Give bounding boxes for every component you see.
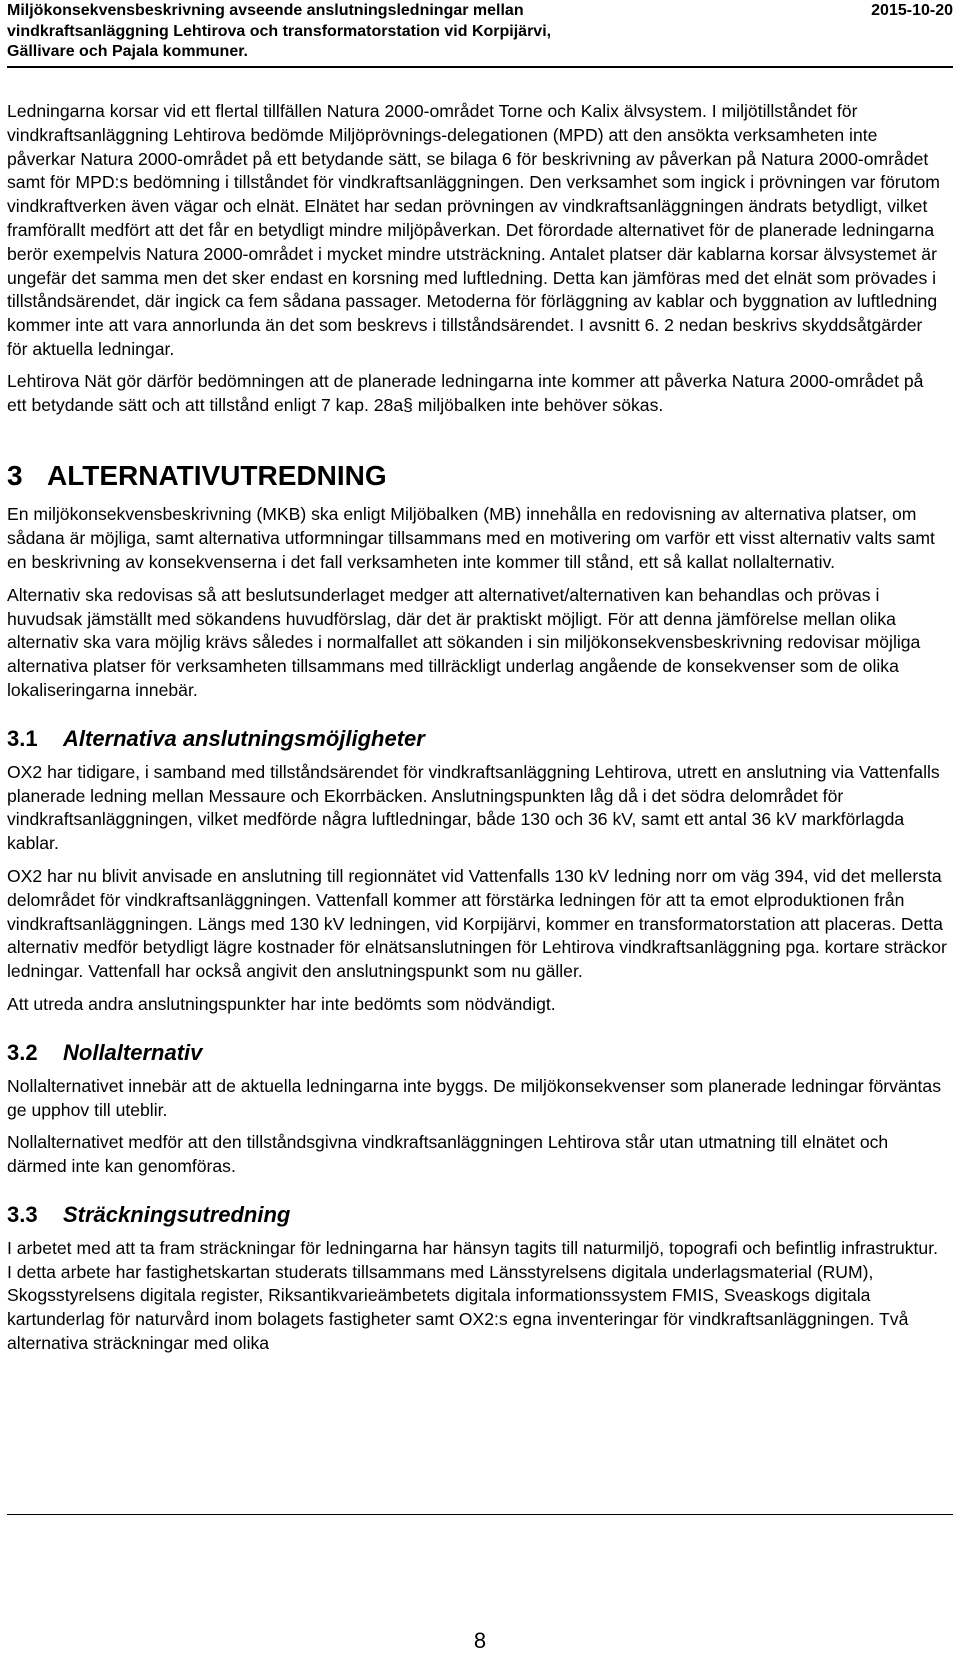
body-paragraph: OX2 har nu blivit anvisade en anslutning till regionnätet vid Vattenfalls 130 kV ledning norr om väg 394, vid det mellersta delområdet för vindkraftsanläggningen. Vattenfall kommer att förstärka ledningen för att ta emot elproduktionen från vindkraftsanläggningen. Längs med 130 kV ledningen, vid Korpijärvi, kommer en transformatorstation att placeras. Detta alternativ medför betydligt lägre kostnader för elnätsanslutningen för Lehtirova vindkraftsanläggning pga. kortare sträckor ledningar. Vattenfall har också angivit den anslutningspunkt som nu gäller.: [7, 865, 947, 982]
section-title: Sträckningsutredning: [63, 1201, 291, 1227]
body-paragraph: Nollalternativet innebär att de aktuella ledningarna inte byggs. De miljökonsekvenser som planerade ledningar förväntas ge upphov till uteblir.: [7, 1075, 941, 1120]
section-title: Nollalternativ: [63, 1039, 203, 1065]
header-title-line: Gällivare och Pajala kommuner.: [7, 43, 248, 60]
body-paragraph: Alternativ ska redovisas så att beslutsunderlaget medger att alternativet/alternativen kan behandlas och prövas i huvudsak jämställt med sökandens huvudförslag, där det är praktiskt möjligt. För att denna jämförelse mellan olika alternativ ska vara möjlig krävs således i normalfallet att sökanden i sin miljökonsekvensbeskrivning redovisar möjliga alternativa platser för verksamheten tillsammans med tillräckligt underlag angående de konsekvenser som de olika lokaliseringarna innebär.: [7, 584, 921, 700]
document-body: [7, 100, 947, 1356]
header-divider: [7, 66, 953, 68]
body-paragraph: Att utreda andra anslutningspunkter har inte bedömts som nödvändigt.: [7, 993, 556, 1014]
section-heading-3-3: [7, 1201, 947, 1229]
section-number: 3.3: [7, 1201, 38, 1227]
footer-divider: [7, 1514, 953, 1515]
section-heading-3: [7, 459, 947, 493]
page-number: 8: [473, 1628, 487, 1653]
section-number: 3.2: [7, 1039, 38, 1065]
section-title: ALTERNATIVUTREDNING: [47, 460, 387, 492]
page-header: [7, 0, 953, 64]
body-paragraph: Nollalternativet medför att den tillståndsgivna vindkraftsanläggningen Lehtirova står utan utmatning till elnätet och därmed inte kan genomföras.: [7, 1132, 889, 1177]
body-paragraph: I arbetet med att ta fram sträckningar för ledningarna har hänsyn tagits till naturmiljö, topografi och befintlig infrastruktur. I detta arbete har fastighetskartan studerats tillsammans med Länsstyrelsens digitala underlagsmaterial (RUM), Skogsstyrelsens digitala register, Riksantikvarieämbetets digitala informationssystem FMIS, Sveaskogs digitala kartunderlag för naturvård inom bolagets fastigheter samt OX2:s egna inventeringar för vindkraftsanläggningen. Två alternativa sträckningar med olika: [7, 1237, 938, 1354]
header-title-line: vindkraftsanläggning Lehtirova och transformatorstation vid Korpijärvi,: [7, 22, 552, 40]
header-date: 2015-10-20: [871, 2, 953, 19]
header-title-line: Miljökonsekvensbeskrivning avseende anslutningsledningar mellan: [7, 2, 524, 19]
section-number: 3.1: [7, 725, 38, 751]
body-paragraph: Ledningarna korsar vid ett flertal tillfällen Natura 2000-området Torne och Kalix älvsystem. I miljötillståndet för vindkraftsanläggning Lehtirova bedömde Miljöprövnings-delegationen (MPD) att den ansökta verksamheten inte påverkar Natura 2000-området på ett betydande sätt, se bilaga 6 för beskrivning av påverkan på Natura 2000-området samt för MPD:s bedömning i tillståndet för vindkraftsanläggningen. Den verksamhet som ingick i prövningen var förutom vindkraftverken även vägar och elnät. Elnätet har sedan prövningen av vindkraftsanläggningen ändrats betydligt, vilket framförallt medfört att det får en betydligt mindre miljöpåverkan. Det förordade alternativet för de planerade ledningarna berör exempelvis Natura 2000-området i mycket mindre utsträckning. Antalet platser där kablarna korsar älvsystemet är ungefär det samma men det sker endast en korsning med luftledning. Detta kan jämföras med det elnät som prövades i tillståndsärendet, där ingick ca fem sådana passager. Metoderna för förläggning av kablar och byggnation av luftledning kommer inte att vara annorlunda än det som beskrevs i tillståndsärendet. I avsnitt 6. 2 nedan beskrivs skyddsåtgärder för aktuella ledningar.: [7, 101, 940, 359]
header-title: [7, 1, 787, 63]
body-paragraph: OX2 har tidigare, i samband med tillståndsärendet för vindkraftsanläggning Lehtirova, utrett en anslutning via Vattenfalls planerade ledning mellan Messaure och Ekorrbäcken. Anslutningspunkten låg då i det södra delområdet för vindkraftsanläggningen, vilket medförde några luftledningar, både 130 och 36 kV, samt ett antal 36 kV markförlagda kablar.: [7, 761, 940, 854]
section-title: Alternativa anslutningsmöjligheter: [63, 725, 425, 751]
section-heading-3-1: [7, 725, 947, 753]
body-paragraph: Lehtirova Nät gör därför bedömningen att de planerade ledningarna inte kommer att påverka Natura 2000-området på ett betydande sätt och att tillstånd enligt 7 kap. 28a§ miljöbalken inte behöver sökas.: [7, 370, 924, 415]
section-heading-3-2: [7, 1039, 947, 1067]
section-number: 3: [7, 460, 23, 492]
body-paragraph: En miljökonsekvensbeskrivning (MKB) ska enligt Miljöbalken (MB) innehålla en redovisning av alternativa platser, om sådana är möjliga, samt alternativa utformningar tillsammans med en motivering om varför ett visst alternativ valts samt en beskrivning av konsekvenserna i det fall verksamheten inte kommer till stånd, ett så kallat nollalternativ.: [7, 504, 935, 572]
